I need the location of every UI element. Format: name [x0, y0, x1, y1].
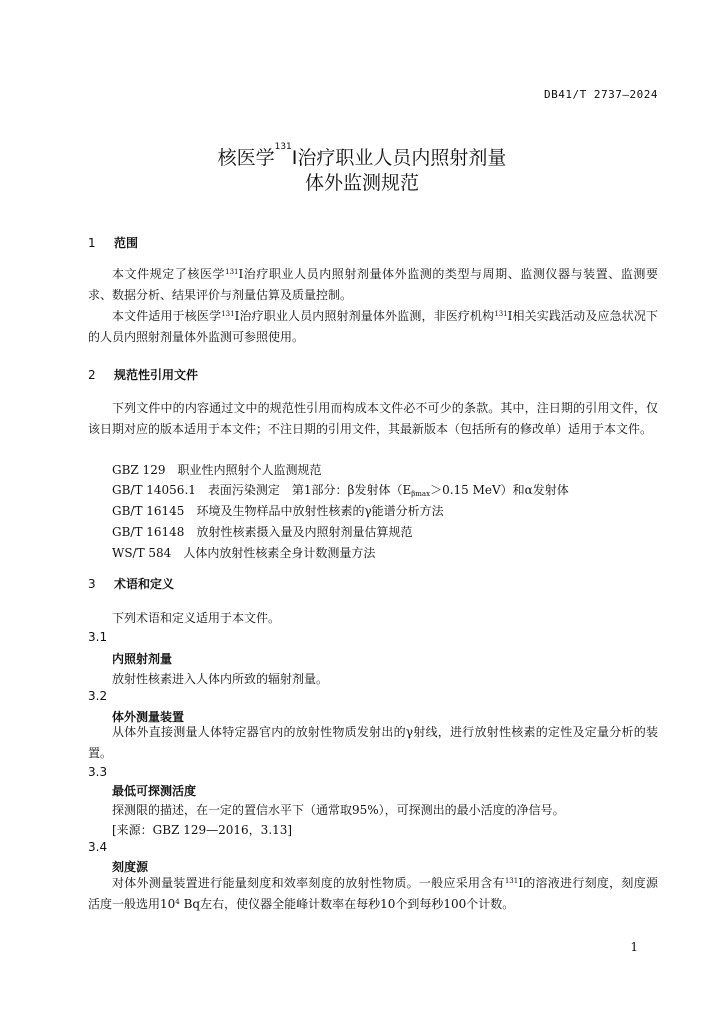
term-definition: 对体外测量装置进行能量刻度和效率刻度的放射性物质。一般应采用含有$^{131}$I的溶液进行刻度，刻度源活度一般选用$10^4$ Bq左右，使仪器全能峰计数率在每秒10个到每秒100个计数。: [88, 876, 658, 911]
term-definition: 从体外直接测量人体特定器官内的放射性物质发射出的γ射线，进行放射性核素的定性及定量分析的装置。: [88, 725, 658, 760]
clause-number: 3.3: [88, 765, 108, 779]
term-definition: 探测限的描述，在一定的置信水平下（通常取95%），可探测出的最小活度的净信号。: [112, 803, 565, 817]
standard-number: DB41/T 2737—2024: [544, 88, 658, 101]
reference-item: GB/T 14056.1 表面污染测定 第1部分：β发射体（Eβmax＞0.15 MeV）和α发射体: [112, 483, 569, 498]
clause-number: 3.1: [88, 630, 108, 644]
clause-number: 3.2: [88, 689, 108, 703]
term-name: 体外测量装置: [112, 710, 185, 724]
term-name: 内照射剂量: [112, 652, 173, 666]
clause-number: 3.4: [88, 840, 108, 854]
section-1-paragraph-2: 本文件适用于核医学$^{131}$I治疗职业人员内照射剂量体外监测，非医疗机构$^{131}$I相关实践活动及应急状况下的人员内照射剂量体外监测可参照使用。: [88, 309, 658, 344]
section-3-heading: 3 术语和定义: [88, 577, 175, 591]
section-2-intro: 下列文件中的内容通过文中的规范性引用而构成本文件必不可少的条款。其中，注日期的引用文件，仅该日期对应的版本适用于本文件；不注日期的引用文件，其最新版本（包括所有的修改单）适用于本文件。: [88, 401, 658, 436]
term-name: 刻度源: [112, 860, 149, 874]
document-title-line1: 核医学$^{131}$I治疗职业人员内照射剂量: [217, 142, 507, 169]
document-title-line2: 体外监测规范: [304, 172, 419, 194]
term-name: 最低可探测活度: [112, 784, 197, 798]
page-number: 1: [630, 940, 638, 954]
reference-item: WS/T 584 人体内放射性核素全身计数测量方法: [112, 546, 376, 560]
section-1-paragraph-1: 本文件规定了核医学$^{131}$I治疗职业人员内照射剂量体外监测的类型与周期、监测仪器与装置、监测要求、数据分析、结果评价与剂量估算及质量控制。: [88, 267, 658, 302]
section-3-intro: 下列术语和定义适用于本文件。: [112, 611, 281, 625]
term-source: [来源：GBZ 129—2016，3.13]: [112, 823, 293, 837]
reference-item: GB/T 16145 环境及生物样品中放射性核素的γ能谱分析方法: [112, 504, 444, 518]
section-2-heading: 2 规范性引用文件: [88, 368, 199, 382]
term-definition: 放射性核素进入人体内所致的辐射剂量。: [112, 672, 329, 686]
section-1-heading: 1 范围: [88, 236, 139, 250]
reference-item: GBZ 129 职业性内照射个人监测规范: [112, 463, 322, 477]
reference-item: GB/T 16148 放射性核素摄入量及内照射剂量估算规范: [112, 525, 413, 539]
